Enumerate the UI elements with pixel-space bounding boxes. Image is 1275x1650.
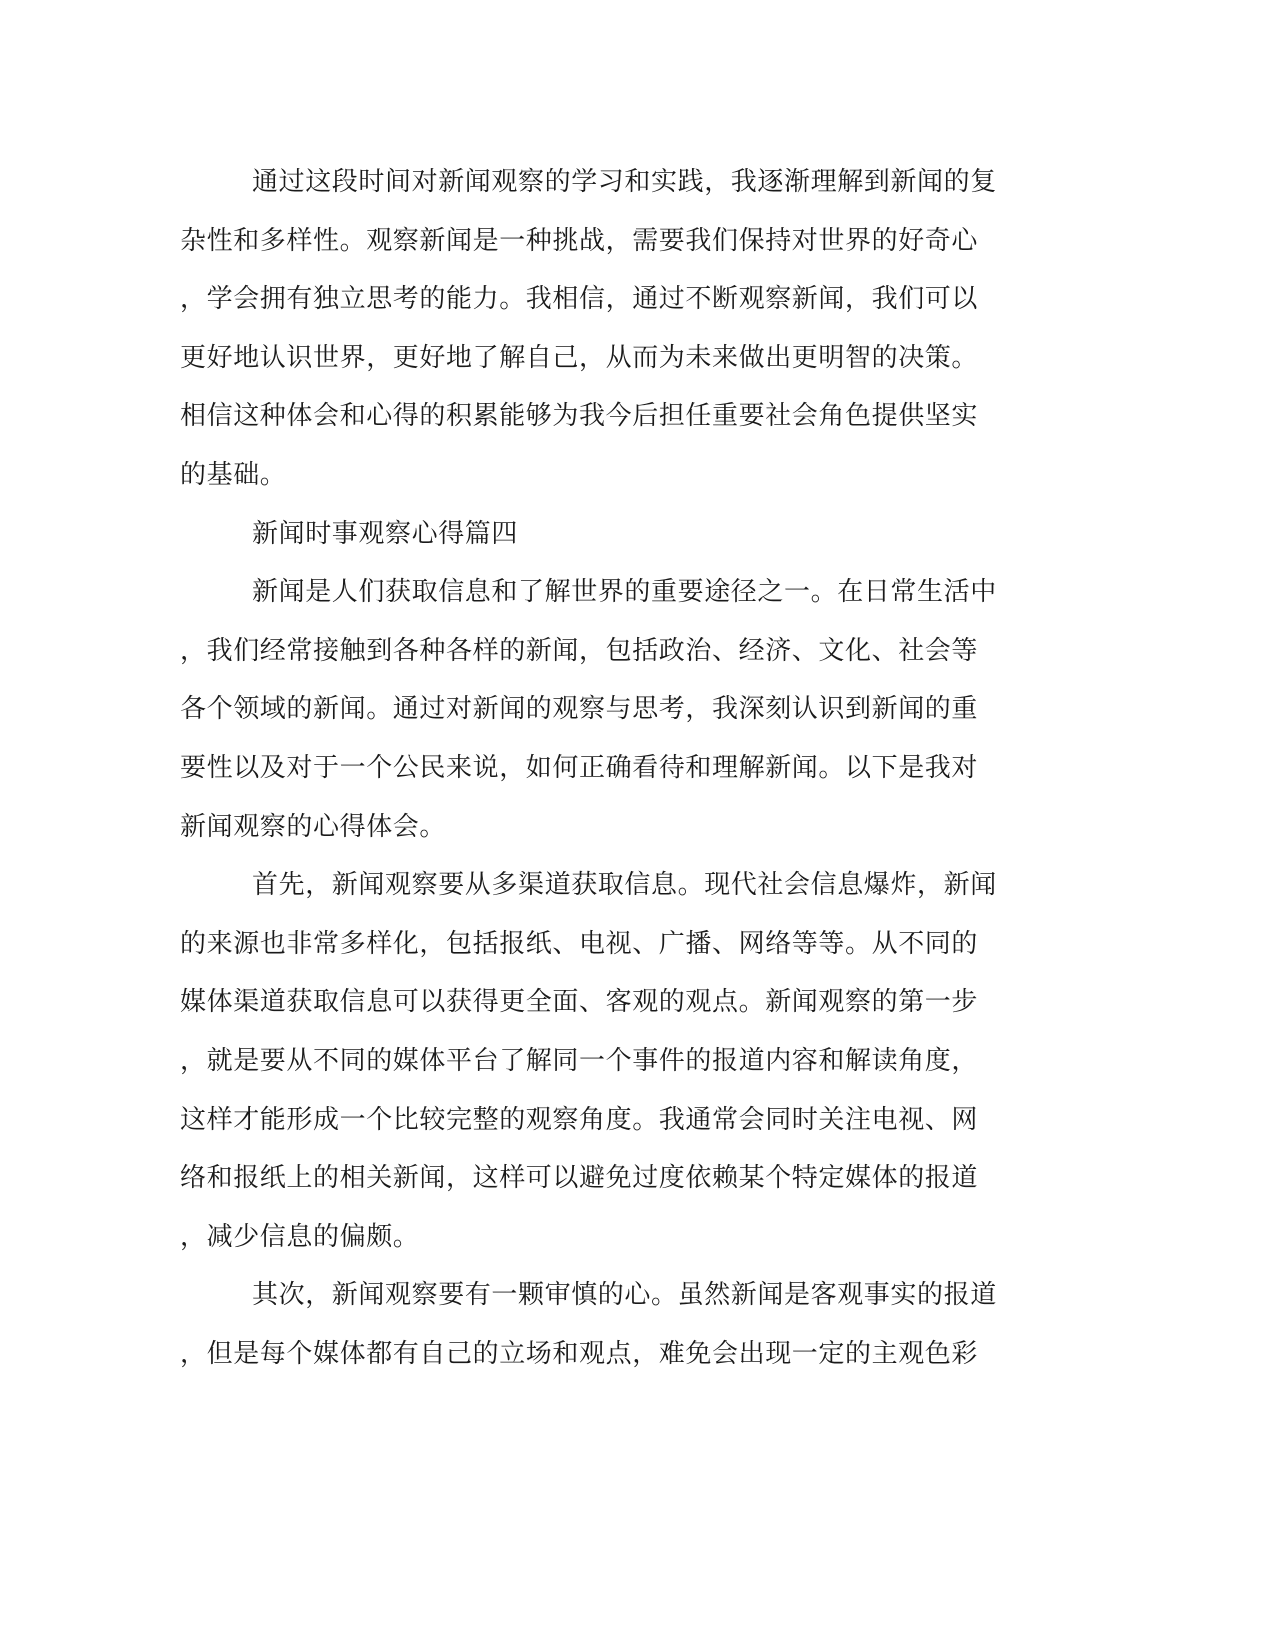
- paragraph-line: 相信这种体会和心得的积累能够为我今后担任重要社会角色提供坚实: [180, 401, 979, 432]
- paragraph-line: ，学会拥有独立思考的能力。我相信，通过不断观察新闻，我们可以: [180, 284, 979, 315]
- paragraph-line: 杂性和多样性。观察新闻是一种挑战，需要我们保持对世界的好奇心: [180, 225, 979, 256]
- paragraph-line: 要性以及对于一个公民来说，如何正确看待和理解新闻。以下是我对: [180, 752, 979, 783]
- paragraph-line: 新闻观察的心得体会。: [180, 811, 447, 842]
- paragraph-line: 更好地认识世界，更好地了解自己，从而为未来做出更明智的决策。: [180, 342, 979, 373]
- paragraph-line: 络和报纸上的相关新闻，这样可以避免过度依赖某个特定媒体的报道: [180, 1163, 979, 1194]
- paragraph-line: 的来源也非常多样化，包括报纸、电视、广播、网络等等。从不同的: [180, 928, 979, 959]
- paragraph-line: 各个领域的新闻。通过对新闻的观察与思考，我深刻认识到新闻的重: [180, 694, 979, 725]
- section-heading: 新闻时事观察心得篇四: [252, 518, 519, 549]
- paragraph-line: ，就是要从不同的媒体平台了解同一个事件的报道内容和解读角度，: [180, 1045, 979, 1076]
- paragraph-line: 的基础。: [180, 459, 287, 490]
- paragraph-line: 媒体渠道获取信息可以获得更全面、客观的观点。新闻观察的第一步: [180, 987, 979, 1018]
- paragraph-line: 通过这段时间对新闻观察的学习和实践，我逐渐理解到新闻的复: [252, 167, 997, 197]
- paragraph-line: 首先，新闻观察要从多渠道获取信息。现代社会信息爆炸，新闻: [252, 870, 997, 901]
- paragraph-line: 其次，新闻观察要有一颗审慎的心。虽然新闻是客观事实的报道: [252, 1280, 997, 1311]
- paragraph-line: ，但是每个媒体都有自己的立场和观点，难免会出现一定的主观色彩: [180, 1338, 979, 1369]
- paragraph-line: 新闻是人们获取信息和了解世界的重要途径之一。在日常生活中: [252, 577, 997, 608]
- paragraph-line: 这样才能形成一个比较完整的观察角度。我通常会同时关注电视、网: [180, 1104, 979, 1135]
- paragraph-line: ，我们经常接触到各种各样的新闻，包括政治、经济、文化、社会等: [180, 635, 979, 666]
- document-body: [180, 158, 1030, 1388]
- paragraph-line: ，减少信息的偏颇。: [180, 1221, 420, 1252]
